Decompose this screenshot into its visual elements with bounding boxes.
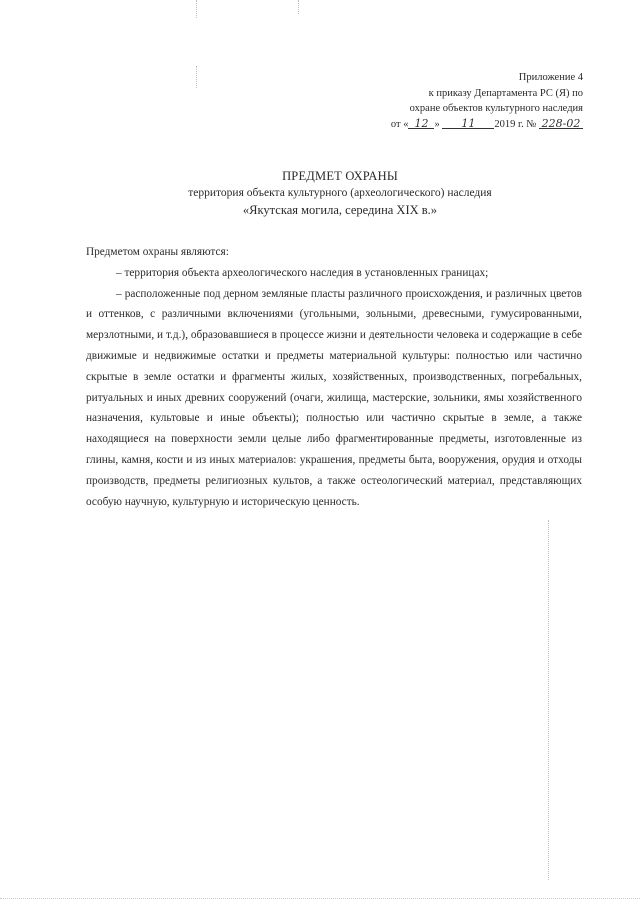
object-name: «Якутская могила, середина XIX в.» xyxy=(242,203,438,217)
date-year-suffix: 2019 г. № xyxy=(494,118,537,130)
scan-mark-right-edge xyxy=(548,520,549,880)
date-prefix: от « xyxy=(390,118,409,130)
body-intro: Предметом охраны являются: xyxy=(86,246,229,258)
appendix-department: охране объектов культурного наследия xyxy=(409,103,583,114)
body-item-layers: – расположенные под дерном земляные пласты различного происхождения, и различных цветов и оттенков, с различными включениями (угольными, зольными, древесными, гумусированными, мерзлотными, и т.д.), образовавшиеся в процессе жизни и деятельности человека и содержащие в себе движимые и недвижимые остатки и предметы материальной культуры: полностью или частично скрытые в земле остатки и фрагменты жилых, хозяйственных, производственных, погребальных, ритуальных и иных древних сооружений (очаги, жилища, мастерские, зольники, ямы хозяйственного назначения, культовые и иные объекты); полностью или частично скрытые в земле, а также находящиеся на поверхности земли целые либо фрагментированные предметы, изготовленные из глины, камня, кости и из иных материалов: украшения, предметы быта, вооружения, орудия и отходы производств, предметы религиозных культов, а также остеологический материал, представляющих особую научную, культурную и историческую ценность. xyxy=(86,287,582,508)
appendix-date-line xyxy=(391,117,583,133)
appendix-order-ref: к приказу Департамента РС (Я) по xyxy=(428,87,583,99)
scan-line-bottom xyxy=(0,898,640,899)
document-subtitle: территория объекта культурного (археологического) наследия xyxy=(188,187,492,199)
scan-mark-margin xyxy=(196,66,197,88)
scan-mark-top-right xyxy=(298,0,299,14)
appendix-block xyxy=(391,70,583,132)
order-number: 228-02 xyxy=(541,116,581,130)
document-title: ПРЕДМЕТ ОХРАНЫ xyxy=(282,169,398,183)
appendix-number: Приложение 4 xyxy=(518,72,583,83)
date-sep: » xyxy=(434,118,440,130)
document-body xyxy=(86,242,582,512)
scan-mark-top-left xyxy=(196,0,197,18)
title-block xyxy=(100,168,580,219)
date-month: 11 xyxy=(461,116,476,130)
body-item-territory: – территория объекта археологического наследия в установленных границах; xyxy=(116,266,489,279)
date-day: 12 xyxy=(414,116,429,130)
